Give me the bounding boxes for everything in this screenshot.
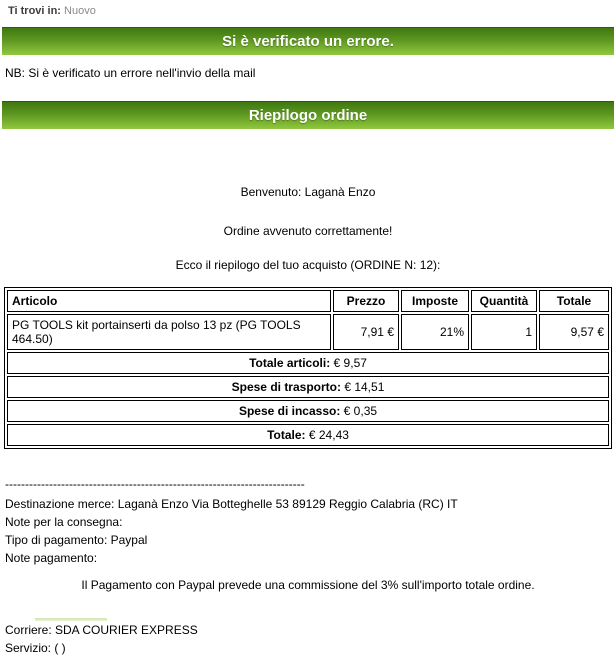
totals-row-shipping <box>7 376 609 398</box>
order-success-text: Ordine avvenuto correttamente! <box>223 224 393 238</box>
payment-notes: Note pagamento: <box>5 551 98 565</box>
item-name: PG TOOLS kit portainserti da polso 13 pz (PG TOOLS 464.50) <box>7 314 331 350</box>
totals-row-collection <box>7 400 609 422</box>
totals-shipping-label: Spese di trasporto: <box>231 380 341 394</box>
column-header-imposte: Imposte <box>401 290 469 312</box>
item-tax: 21% <box>401 314 469 350</box>
breadcrumb-label: Ti trovi in: <box>8 5 61 17</box>
error-banner: Si è verificato un errore. <box>2 27 614 55</box>
grand-total-label: Totale: <box>267 428 306 442</box>
totals-shipping-value: € 14,51 <box>344 380 385 394</box>
shipping-destination: Destinazione merce: Laganà Enzo Via Botteghelle 53 89129 Reggio Calabria (RC) IT <box>5 497 458 511</box>
totals-row-grand-total <box>7 424 609 446</box>
breadcrumb-current: Nuovo <box>64 5 96 17</box>
order-summary-banner: Riepilogo ordine <box>2 101 614 129</box>
welcome-text: Benvenuto: Laganà Enzo <box>240 185 376 199</box>
totals-collection-label: Spese di incasso: <box>238 404 341 418</box>
column-header-prezzo: Prezzo <box>333 290 399 312</box>
order-details-block <box>5 495 611 567</box>
column-header-totale: Totale <box>539 290 609 312</box>
paypal-fee-note: Il Pagamento con Paypal prevede una commissione del 3% sull'importo totale ordine. <box>81 578 535 592</box>
table-header-row <box>7 290 609 312</box>
item-quantity: 1 <box>471 314 537 350</box>
order-intro-text: Ecco il riepilogo del tuo acquisto (ORDINE N: 12): <box>175 258 441 272</box>
order-item-row <box>7 314 609 350</box>
breadcrumb <box>0 0 616 17</box>
error-note: NB: Si è verificato un errore nell'invio della mail <box>5 66 256 80</box>
item-price: 7,91 € <box>333 314 399 350</box>
totals-row-articles <box>7 352 609 374</box>
courier-line: Corriere: SDA COURIER EXPRESS <box>5 623 198 637</box>
column-header-articolo: Articolo <box>7 290 331 312</box>
payment-type: Tipo di pagamento: Paypal <box>5 533 148 547</box>
item-total: 9,57 € <box>539 314 609 350</box>
totals-articles-label: Totale articoli: <box>249 356 331 370</box>
service-line: Servizio: ( ) <box>5 641 66 655</box>
totals-collection-value: € 0,35 <box>343 404 378 418</box>
dashed-separator: --------------------------------------------------------------------------- <box>5 477 305 491</box>
order-summary-table <box>4 287 612 449</box>
grand-total-value: € 24,43 <box>308 428 349 442</box>
totals-articles-value: € 9,57 <box>333 356 367 370</box>
column-header-quantita: Quantità <box>471 290 537 312</box>
delivery-notes: Note per la consegna: <box>5 515 123 529</box>
